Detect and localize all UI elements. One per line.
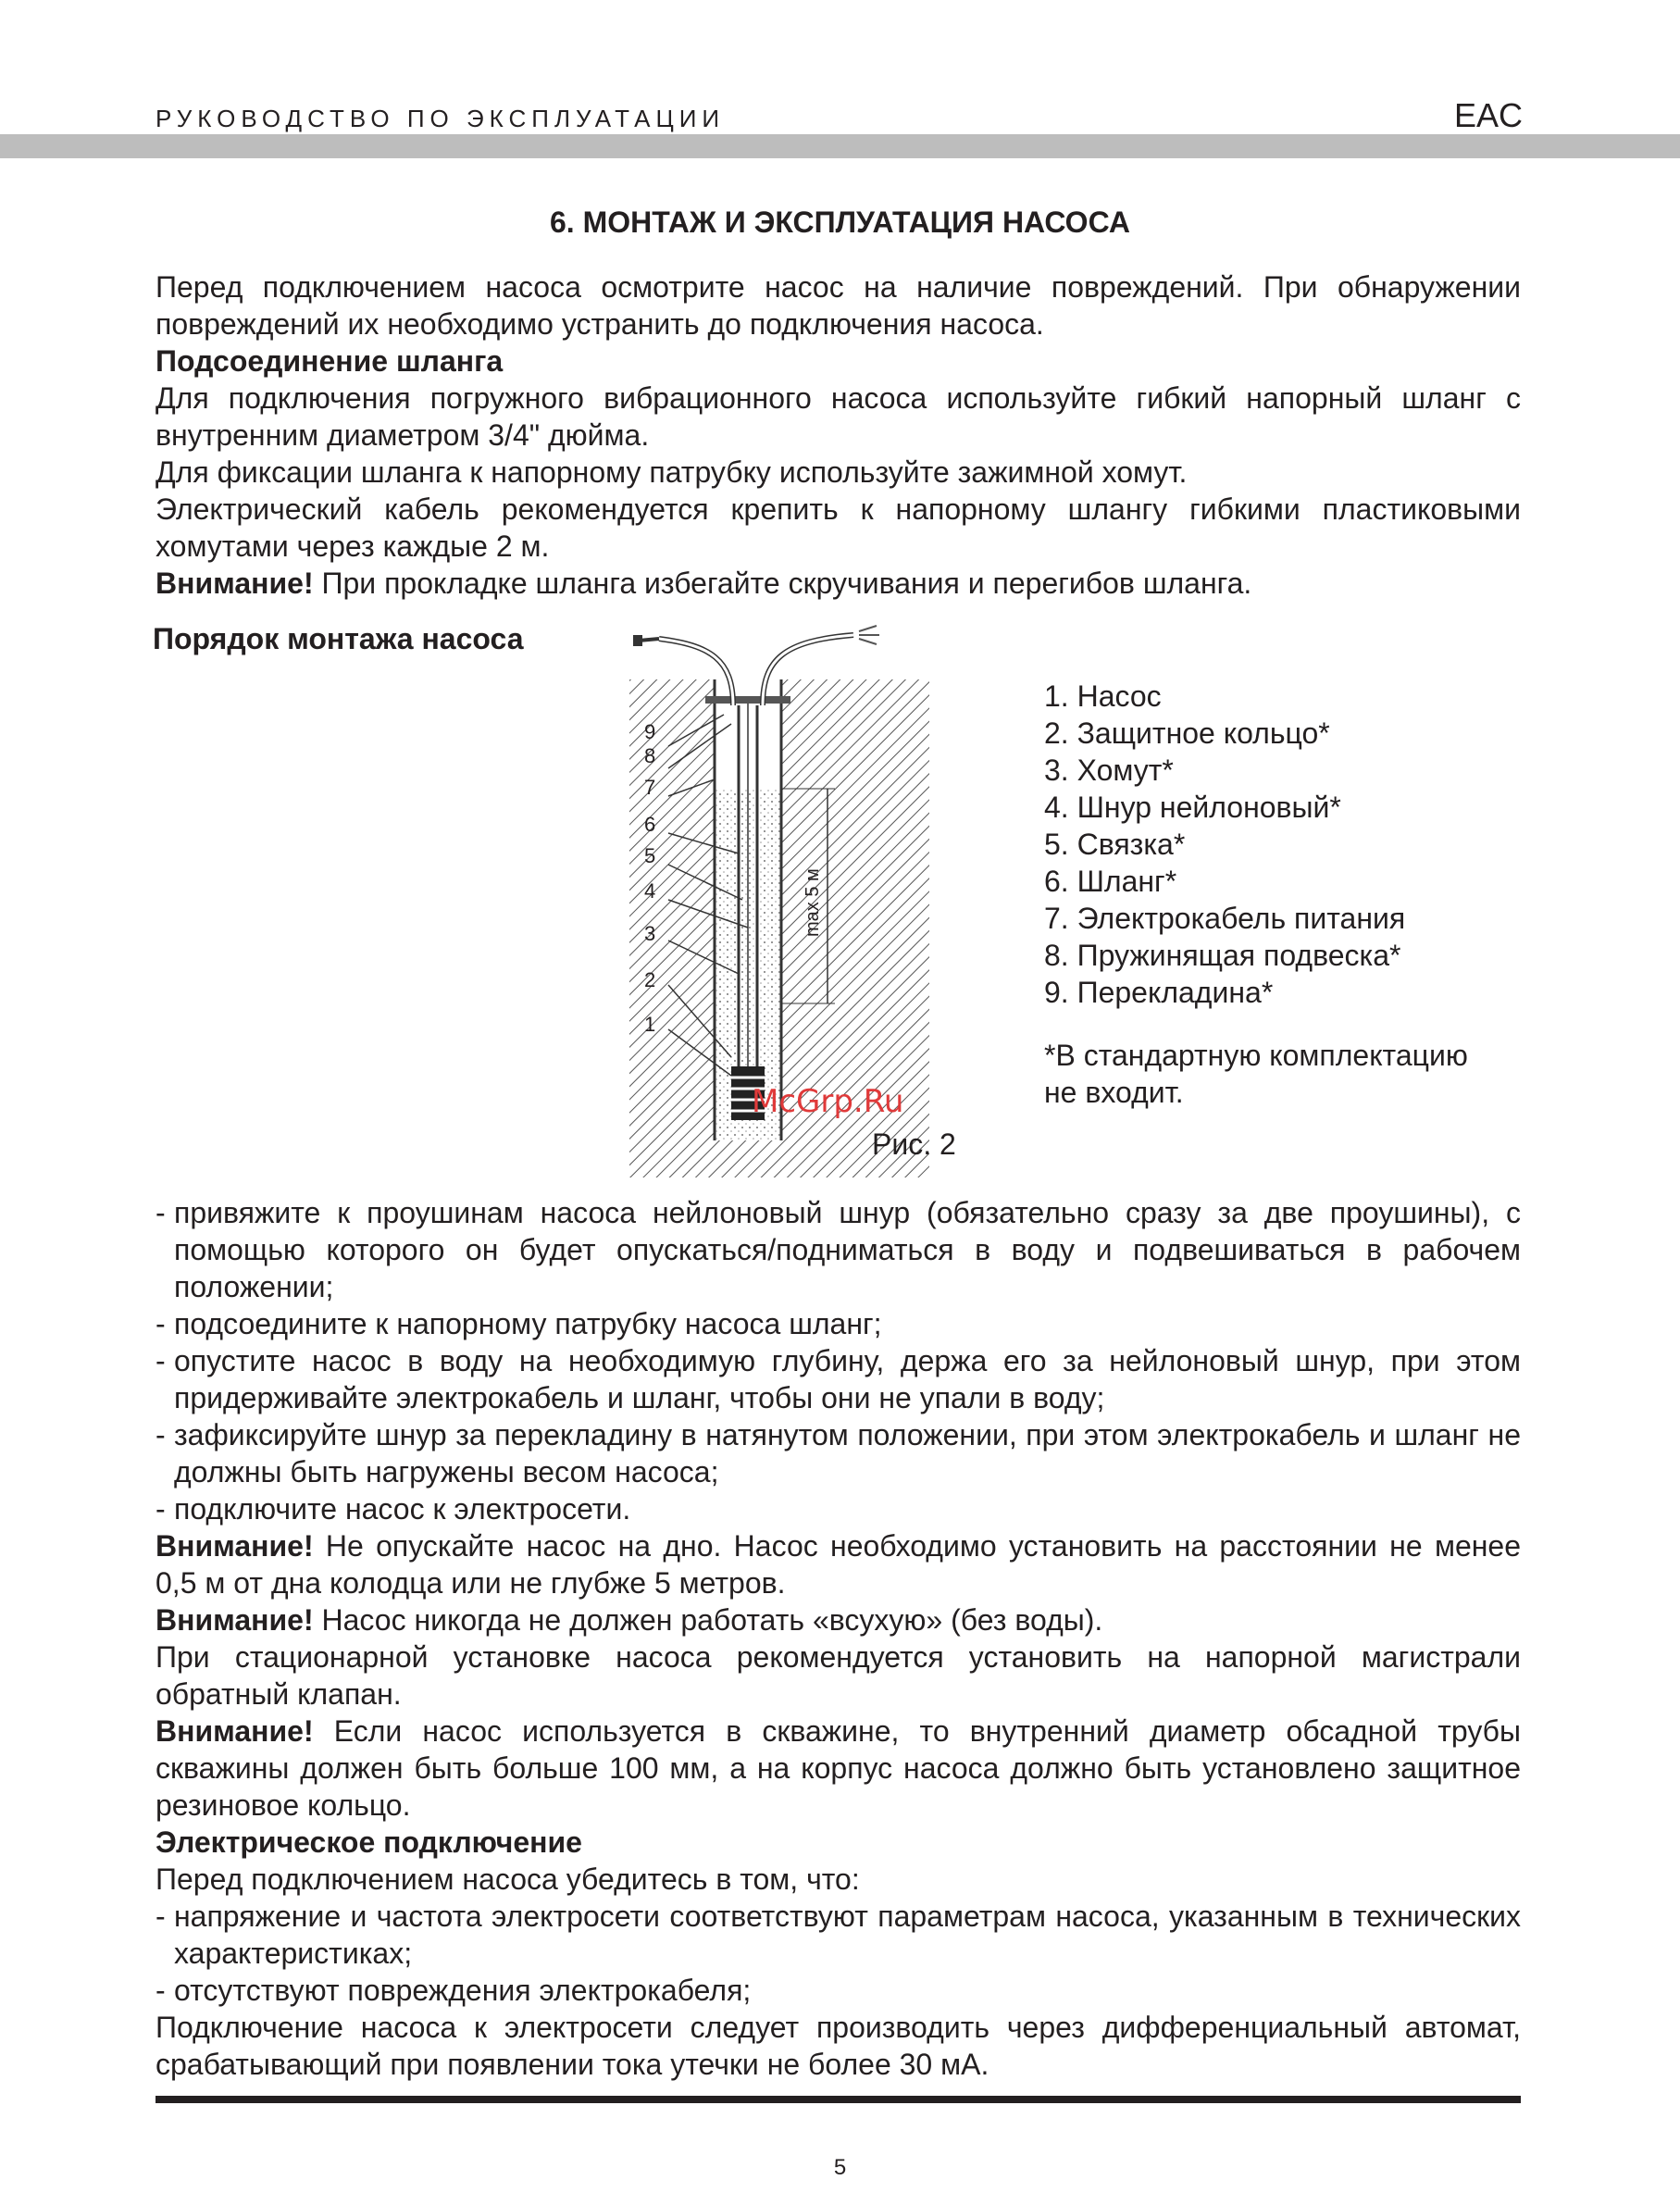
warning-depth: Внимание! Не опускайте насос на дно. Насос необходимо установить на расстоянии не менее 0,5 м от дна колодца или не глубже 5 метров.	[156, 1529, 1521, 1600]
watermark: McGrp.Ru	[752, 1083, 904, 1120]
legend-item: 9. Перекладина*	[1044, 976, 1274, 1009]
diagram-number-8: 8	[644, 744, 656, 767]
figure-title: Порядок монтажа насоса	[153, 622, 524, 655]
hose-warning	[156, 565, 1521, 602]
legend-item: 2. Защитное кольцо*	[1044, 716, 1330, 750]
hose-paragraph-2: Для фиксации шланга к напорному патрубку используйте зажимной хомут.	[156, 455, 1188, 489]
eac-mark: EAC	[1453, 96, 1523, 134]
crossbar	[705, 696, 790, 704]
running-header: РУКОВОДСТВО ПО ЭКСПЛУАТАЦИИ	[156, 105, 726, 132]
diagram-number-3: 3	[644, 922, 656, 945]
diagram-number-7: 7	[644, 776, 656, 799]
electrical-closing: Подключение насоса к электросети следует производить через дифференциальный автомат, срабатывающий при появлении тока утечки не более 30 мА.	[156, 2011, 1521, 2081]
legend-item: 5. Связка*	[1044, 828, 1186, 861]
warning-text: При прокладке шланга избегайте скручивания и перегибов шланга.	[313, 567, 1252, 600]
legend-item: 1. Насос	[1044, 679, 1162, 713]
hose-section	[156, 268, 1521, 602]
warning-label: Внимание!	[156, 567, 314, 600]
hose-paragraph-1: Для подключения погружного вибрационного насоса используйте гибкий напорный шланг с внутренним диаметром 3/4" дюйма.	[156, 381, 1521, 452]
step-item: - подсоедините к напорному патрубку насоса шланг;	[156, 1307, 882, 1340]
warning-dry-run: Внимание! Насос никогда не должен работать «всухую» (без воды).	[156, 1603, 1103, 1637]
footnote-line-2: не входит.	[1044, 1076, 1184, 1109]
step-item: - зафиксируйте шнур за перекладину в натянутом положении, при этом электрокабель и шланг не должны быть нагружены весом насоса;	[156, 1418, 1521, 1489]
ground-bottom	[715, 1140, 781, 1177]
legend-footnote	[1044, 1037, 1468, 1111]
warning-borehole: Внимание! Если насос используется в скважине, то внутренний диаметр обсадной трубы скважины должен быть больше 100 мм, а на корпус насоса должно быть установлено защитное резиновое кольцо.	[156, 1714, 1521, 1822]
diagram-number-9: 9	[644, 720, 656, 743]
hose-heading: Подсоединение шланга	[156, 344, 504, 378]
header-bar	[0, 134, 1680, 158]
footer-rule	[156, 2096, 1521, 2103]
electrical-heading: Электрическое подключение	[156, 1825, 582, 1859]
diagram-number-5: 5	[644, 844, 656, 867]
depth-label: max 5 м	[803, 868, 823, 937]
legend-item: 3. Хомут*	[1044, 754, 1174, 787]
step-item: - опустите насос в воду на необходимую глубину, держа его за нейлоновый шнур, при этом придерживайте электрокабель и шланг, чтобы они не упали в воду;	[156, 1344, 1521, 1414]
diagram-number-6: 6	[644, 813, 656, 836]
hose-paragraph-3: Электрический кабель рекомендуется крепить к напорному шлангу гибкими пластиковыми хомутами через каждые 2 м.	[156, 492, 1521, 563]
legend-item: 8. Пружинящая подвеска*	[1044, 939, 1401, 972]
step-item: - привяжите к проушинам насоса нейлоновый шнур (обязательно сразу за две проушины), с помощью которого он будет опускаться/подниматься в воду и подвешиваться в рабочем положении;	[156, 1196, 1521, 1303]
diagram-number-4: 4	[644, 879, 656, 903]
step-item: - подключите насос к электросети.	[156, 1492, 631, 1526]
section-title: 6. МОНТАЖ И ЭКСПЛУАТАЦИЯ НАСОСА	[550, 206, 1130, 239]
electrical-intro: Перед подключением насоса убедитесь в том, что:	[156, 1862, 860, 1896]
electrical-item: - напряжение и частота электросети соответствуют параметрам насоса, указанным в технических характеристиках;	[156, 1900, 1521, 1970]
intro-paragraph: Перед подключением насоса осмотрите насос на наличие повреждений. При обнаружении повреждений их необходимо устранить до подключения насоса.	[156, 270, 1521, 341]
figure-caption: Рис. 2	[872, 1127, 956, 1161]
electrical-item: - отсутствуют повреждения электрокабеля;	[156, 1974, 752, 2007]
check-valve-note: При стационарной установке насоса рекомендуется установить на напорной магистрали обратный клапан.	[156, 1640, 1521, 1711]
legend-item: 4. Шнур нейлоновый*	[1044, 791, 1341, 824]
diagram-number-2: 2	[644, 968, 656, 991]
footnote-line-1: *В стандартную комплектацию	[1044, 1039, 1468, 1072]
installation-steps	[156, 1194, 1521, 2083]
diagram-number-1: 1	[644, 1013, 656, 1036]
figure-legend	[1044, 678, 1405, 1011]
ground-left	[629, 679, 715, 1177]
page-number: 5	[833, 2155, 847, 2180]
legend-item: 7. Электрокабель питания	[1044, 902, 1406, 935]
legend-item: 6. Шланг*	[1044, 865, 1177, 898]
